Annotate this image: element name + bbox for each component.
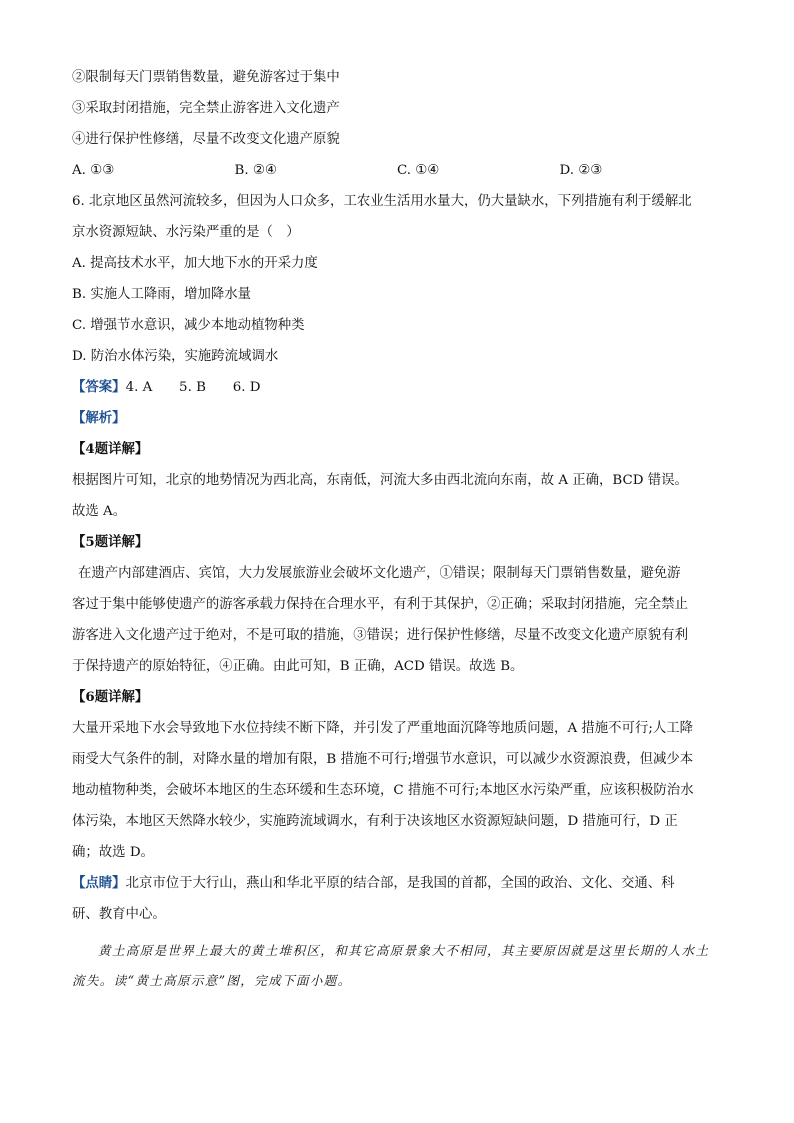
d4-label: 【4题详解】	[72, 441, 149, 457]
dianjing-text-1: 北京市位于大行山，燕山和华北平原的结合部，是我国的首都，全国的政治、文化、交通、科	[125, 876, 675, 891]
d6-line-3: 地动植物种类，会破坏本地区的生态环缓和生态环境，C 措施不可行;本地区水污染严重，应该积极防治水	[72, 783, 694, 798]
q5-item-4: ④进行保护性修缮，尽量不改变文化遗产原貌	[72, 132, 340, 147]
dianjing-line-1	[72, 868, 722, 899]
dianjing-line-2: 研、教育中心。	[72, 907, 166, 922]
q5-option-c: C. ①④	[397, 163, 440, 178]
q6-option-b: B. 实施人工降雨，增加降水量	[72, 287, 252, 302]
d6-line-5: 确；故选 D。	[72, 845, 154, 860]
d4-text-2: 故选 A。	[72, 504, 127, 519]
dianjing-label: 【点睛】	[72, 875, 126, 891]
answer-line	[72, 372, 722, 403]
next-section-intro-line-2: 流失。读“黄土高原示意”图，完成下面小题。	[72, 973, 352, 988]
d5-line-2: 客过于集中能够使遗产的游客承载力保持在合理水平，有利于其保护，②正确；采取封闭措施，完全禁止	[72, 597, 688, 612]
d5-line-1: 在遗产内部建酒店、宾馆，大力发展旅游业会破坏文化遗产，①错误；限制每天门票销售数量，避免游	[78, 566, 681, 581]
d6-line-4: 体污染，本地区天然降水较少，实施跨流域调水，有利于决该地区水资源短缺问题，D 措施可行，D 正	[72, 814, 678, 829]
answer-label: 【答案】	[72, 379, 126, 395]
answer-text: 4. A 5. B 6. D	[125, 380, 261, 395]
q6-stem-line-1: 6. 北京地区虽然河流较多，但因为人口众多，工农业生活用水量大，仍大量缺水，下列措施有利于缓解北	[72, 194, 692, 209]
d5-label: 【5题详解】	[72, 534, 149, 550]
document-page	[72, 62, 722, 996]
d6-line-1: 大量开采地下水会导致地下水位持续不断下降，并引发了严重地面沉降等地质问题，A 措施不可行;人工降	[72, 721, 694, 736]
q6-option-d: D. 防治水体污染，实施跨流域调水	[72, 349, 279, 364]
q6-option-a: A. 提高技术水平，加大地下水的开采力度	[72, 256, 318, 271]
next-section-intro-line-1: 黄土高原是世界上最大的黄土堆积区，和其它高原景象大不相同，其主要原因就是这里长期的人水土	[98, 943, 710, 958]
q6-option-c: C. 增强节水意识，减少本地动植物种类	[72, 318, 305, 333]
q5-option-a: A. ①③	[72, 163, 115, 178]
q5-item-3: ③采取封闭措施，完全禁止游客进入文化遗产	[72, 101, 340, 116]
q5-option-b: B. ②④	[234, 163, 277, 178]
q5-item-2: ②限制每天门票销售数量，避免游客过于集中	[72, 70, 340, 85]
d5-line-4: 于保持遗产的原始特征，④正确。由此可知，B 正确，ACD 错误。故选 B。	[72, 659, 524, 674]
analysis-line	[72, 403, 722, 434]
d4-text-1: 根据图片可知，北京的地势情况为西北高，东南低，河流大多由西北流向东南，故 A 正确，BCD 错误。	[72, 473, 688, 488]
analysis-label: 【解析】	[72, 410, 126, 426]
q6-stem-line-2: 京水资源短缺、水污染严重的是（ ）	[72, 225, 300, 240]
d6-line-2: 雨受大气条件的制，对降水量的增加有限，B 措施不可行;增强节水意识，可以减少水资源浪费，但减少本	[72, 752, 694, 767]
q5-option-d: D. ②③	[559, 163, 603, 178]
d6-label: 【6题详解】	[72, 689, 149, 705]
q5-options	[72, 155, 722, 186]
d5-line-3: 游客进入文化遗产过于绝对，不是可取的措施，③错误；进行保护性修缮，尽量不改变文化遗产原貌有利	[72, 628, 688, 643]
